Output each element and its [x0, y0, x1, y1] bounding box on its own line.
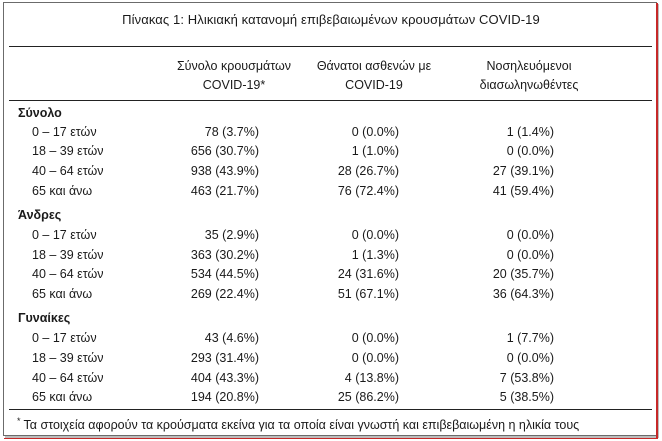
age-group-label: 18 – 39 ετών — [32, 248, 104, 262]
age-group-label: 65 και άνω — [32, 184, 93, 198]
footnote — [17, 412, 579, 434]
column-header-intubated-line1: Νοσηλευόμενοι — [486, 59, 572, 73]
cases-cell: 363 (30.2%) — [190, 248, 259, 262]
table-title: Πίνακας 1: Ηλικιακή κατανομή επιβεβαιωμένων κρουσμάτων COVID-19 — [122, 12, 540, 27]
table-row — [4, 142, 658, 161]
header-rule — [9, 100, 652, 101]
intubated-cell: 7 (53.8%) — [499, 371, 554, 385]
table-row — [4, 162, 658, 181]
section-heading-men: Άνδρες — [18, 208, 62, 222]
table-row — [4, 182, 658, 201]
column-header-cases-line1: Σύνολο κρουσμάτων — [176, 59, 292, 73]
column-header-cases-line2: COVID-19* — [202, 78, 266, 92]
table-row — [4, 349, 658, 368]
cases-cell: 293 (31.4%) — [190, 351, 259, 365]
cases-cell: 463 (21.7%) — [190, 184, 259, 198]
table-row — [4, 123, 658, 142]
table-frame — [3, 2, 657, 436]
deaths-cell: 1 (1.0%) — [351, 144, 399, 158]
table-row — [4, 246, 658, 265]
column-header-deaths-line1: Θάνατοι ασθενών με — [316, 59, 432, 73]
intubated-cell: 36 (64.3%) — [492, 287, 554, 301]
age-group-label: 40 – 64 ετών — [32, 164, 104, 178]
column-header-deaths-line2: COVID-19 — [345, 78, 403, 92]
cases-cell: 534 (44.5%) — [190, 267, 259, 281]
intubated-cell: 20 (35.7%) — [492, 267, 554, 281]
intubated-cell: 1 (1.4%) — [506, 125, 554, 139]
age-group-label: 40 – 64 ετών — [32, 267, 104, 281]
section-heading-row — [4, 104, 658, 123]
section-heading-total: Σύνολο — [18, 106, 62, 120]
top-rule — [9, 46, 652, 47]
deaths-cell: 0 (0.0%) — [351, 228, 399, 242]
age-group-label: 18 – 39 ετών — [32, 351, 104, 365]
intubated-cell: 1 (7.7%) — [506, 331, 554, 345]
footnote-mark: * — [17, 416, 21, 426]
column-header-deaths — [294, 57, 454, 95]
age-group-label: 0 – 17 ετών — [32, 331, 97, 345]
intubated-cell: 0 (0.0%) — [506, 144, 554, 158]
table-row — [4, 285, 658, 304]
section-heading-row — [4, 309, 658, 328]
column-header-intubated-line2: διασωληνωθέντες — [479, 78, 579, 92]
deaths-cell: 0 (0.0%) — [351, 125, 399, 139]
cases-cell: 43 (4.6%) — [204, 331, 259, 345]
bottom-rule — [9, 409, 652, 410]
cases-cell: 35 (2.9%) — [204, 228, 259, 242]
deaths-cell: 0 (0.0%) — [351, 331, 399, 345]
table-row — [4, 388, 658, 407]
deaths-cell: 24 (31.6%) — [337, 267, 399, 281]
table-row — [4, 226, 658, 245]
cases-cell: 938 (43.9%) — [190, 164, 259, 178]
intubated-cell: 0 (0.0%) — [506, 248, 554, 262]
cases-cell: 404 (43.3%) — [190, 371, 259, 385]
table-row — [4, 369, 658, 388]
deaths-cell: 25 (86.2%) — [337, 390, 399, 404]
intubated-cell: 5 (38.5%) — [499, 390, 554, 404]
age-group-label: 0 – 17 ετών — [32, 228, 97, 242]
deaths-cell: 0 (0.0%) — [351, 351, 399, 365]
deaths-cell: 76 (72.4%) — [337, 184, 399, 198]
section-heading-women: Γυναίκες — [18, 311, 71, 325]
age-group-label: 40 – 64 ετών — [32, 371, 104, 385]
deaths-cell: 1 (1.3%) — [351, 248, 399, 262]
table-row — [4, 329, 658, 348]
section-heading-row — [4, 206, 658, 225]
age-group-label: 65 και άνω — [32, 390, 93, 404]
intubated-cell: 0 (0.0%) — [506, 351, 554, 365]
cases-cell: 78 (3.7%) — [204, 125, 259, 139]
intubated-cell: 0 (0.0%) — [506, 228, 554, 242]
column-header-intubated — [449, 57, 609, 95]
cases-cell: 269 (22.4%) — [190, 287, 259, 301]
age-group-label: 18 – 39 ετών — [32, 144, 104, 158]
deaths-cell: 51 (67.1%) — [337, 287, 399, 301]
age-group-label: 65 και άνω — [32, 287, 93, 301]
table-row — [4, 265, 658, 284]
cases-cell: 194 (20.8%) — [190, 390, 259, 404]
footnote-text: Τα στοιχεία αφορούν τα κρούσματα εκείνα για τα οποία είναι γνωστή και επιβεβαιωμένη η ηλικία τους — [23, 418, 580, 432]
column-header-cases — [154, 57, 314, 95]
deaths-cell: 4 (13.8%) — [344, 371, 399, 385]
intubated-cell: 27 (39.1%) — [492, 164, 554, 178]
cases-cell: 656 (30.7%) — [190, 144, 259, 158]
age-group-label: 0 – 17 ετών — [32, 125, 97, 139]
intubated-cell: 41 (59.4%) — [492, 184, 554, 198]
deaths-cell: 28 (26.7%) — [337, 164, 399, 178]
